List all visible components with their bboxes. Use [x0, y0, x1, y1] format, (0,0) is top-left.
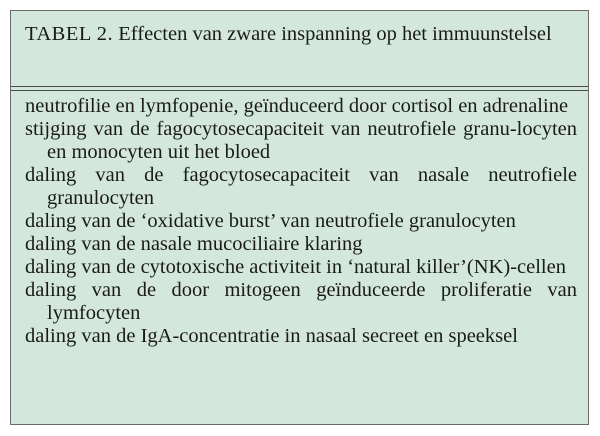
list-item: daling van de cytotoxische activiteit in ‘natural killer’(NK)-cellen [25, 256, 566, 278]
table-label: TABEL 2. [25, 23, 114, 45]
list-item: daling van de door mitogeen geïnduceerde proliferatie van lymfocyten [25, 279, 577, 324]
effects-list [25, 95, 577, 348]
table-title: Effecten van zware inspanning op het immuunstelsel [118, 23, 552, 45]
list-item: stijging van de fagocytosecapaciteit van neutrofiele granu-locyten en monocyten uit het bloed [25, 118, 577, 163]
list-item: daling van de nasale mucociliaire klaring [25, 233, 363, 255]
table-caption [25, 23, 577, 46]
caption-rule-top [11, 86, 588, 87]
caption-rule-bottom [11, 90, 588, 91]
list-item: neutrofilie en lymfopenie, geïnduceerd door cortisol en adrenaline [25, 95, 569, 117]
table-box [10, 10, 589, 425]
list-item: daling van de IgA-concentratie in nasaal secreet en speeksel [25, 325, 518, 347]
list-item: daling van de fagocytosecapaciteit van nasale neutrofiele granulocyten [25, 164, 577, 209]
list-item: daling van de ‘oxidative burst’ van neutrofiele granulocyten [25, 210, 516, 232]
